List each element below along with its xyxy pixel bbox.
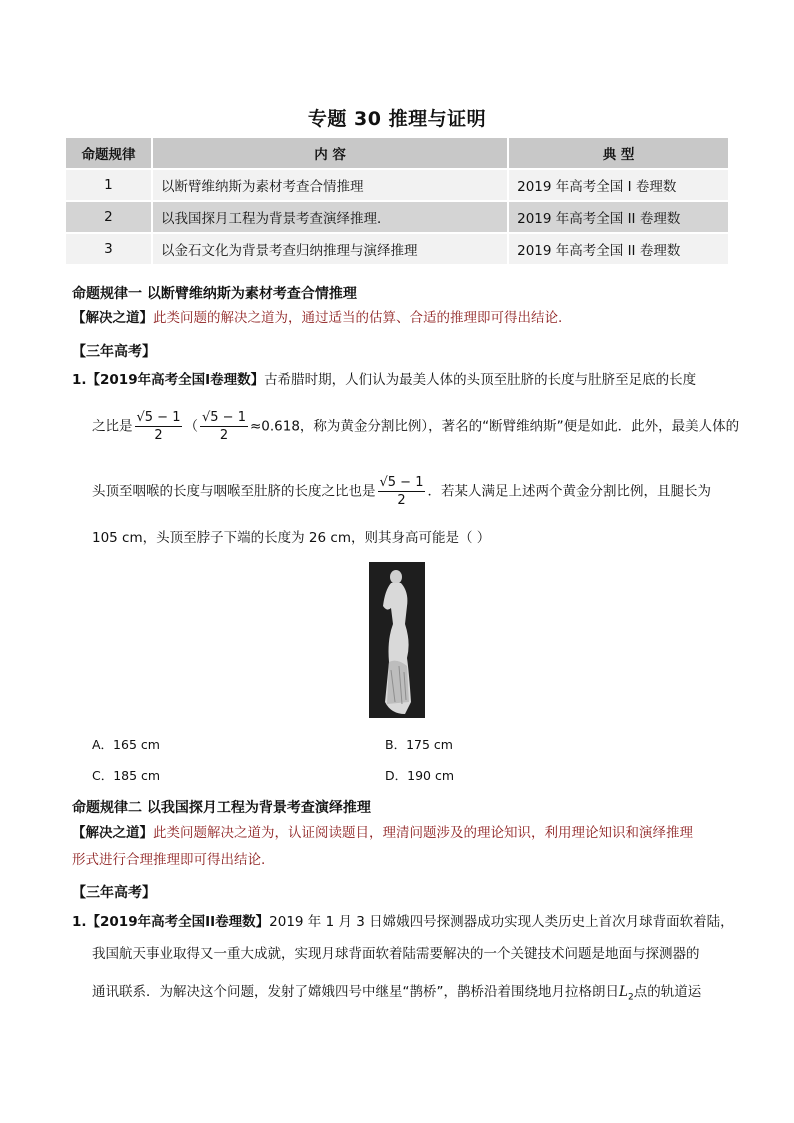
table-row [66, 202, 728, 232]
header-rule: 命题规律 [66, 138, 151, 168]
question-text: 2019 年 1 月 3 日嫦娥四号探测器成功实现人类历史上首次月球背面软着陆， [269, 914, 734, 930]
golden-ratio-fraction [200, 411, 248, 442]
section2-tip-cont [72, 848, 265, 868]
question-text: 古希腊时期，人们认为最美人体的头顶至肚脐的长度与肚脐至足底的长度 [264, 372, 697, 388]
question1-line1 [72, 374, 696, 388]
venus-statue-image [369, 562, 425, 718]
question-text: 头顶至咽喉的长度与咽喉至肚脐的长度之比也是 [92, 483, 376, 500]
lagrange-symbol: L [619, 984, 628, 1000]
fraction-numerator: √5 − 1 [136, 410, 181, 425]
header-example: 典 型 [509, 138, 728, 168]
question-text: ．若某人满足上述两个黄金分割比例，且腿长为 [427, 483, 711, 500]
question1-line2 [92, 411, 739, 442]
golden-ratio-fraction [135, 411, 183, 442]
row-example: 2019 年高考全国 II 卷理数 [509, 234, 728, 264]
row-example: 2019 年高考全国 II 卷理数 [509, 202, 728, 232]
row-example: 2019 年高考全国 I 卷理数 [509, 170, 728, 200]
question1-line4: 105 cm，头顶至脖子下端的长度为 26 cm，则其身高可能是（ ） [92, 530, 491, 546]
row-number: 2 [66, 202, 151, 232]
table-header-row [66, 138, 728, 168]
section1-heading: 命题规律一 以断臂维纳斯为素材考查合情推理 [72, 286, 357, 302]
fraction-numerator: √5 − 1 [379, 475, 424, 490]
option-a: A．165 cm [92, 737, 160, 752]
three-years-heading: 【三年高考】 [72, 344, 156, 360]
section2-heading: 命题规律二 以我国探月工程为背景考查演绎推理 [72, 800, 371, 816]
row-content: 以我国探月工程为背景考查演绎推理． [153, 202, 507, 232]
page-title: 专题 30 推理与证明 [307, 108, 487, 130]
fraction-denominator: 2 [154, 428, 163, 443]
header-content: 内 容 [153, 138, 507, 168]
fraction-denominator: 2 [397, 493, 406, 508]
question-text: 之比是 [92, 418, 133, 435]
fraction-denominator: 2 [219, 428, 229, 443]
tip-text: 形式进行合理推理即可得出结论. [72, 852, 266, 868]
three-years-heading: 【三年高考】 [72, 885, 156, 901]
option-b: B．175 cm [385, 737, 453, 752]
option-c: C．185 cm [92, 768, 161, 783]
row-content: 以断臂维纳斯为素材考查合情推理 [153, 170, 507, 200]
tip-text: 此类问题解决之道为，认证阅读题目，理清问题涉及的理论知识，利用理论知识和演绎推理 [153, 825, 693, 841]
row-number: 1 [66, 170, 151, 200]
question2-line3 [92, 986, 701, 1003]
lagrange-subscript: 2 [627, 992, 634, 1003]
section1-tip [72, 306, 562, 326]
question1-line3 [92, 476, 711, 507]
question-source: 1.【2019年高考全国II卷理数】 [72, 914, 270, 930]
tip-label: 【解决之道】 [72, 310, 153, 326]
statue-icon [369, 562, 425, 718]
row-content: 以金石文化为背景考查归纳推理与演绎推理 [153, 234, 507, 264]
golden-ratio-fraction [378, 476, 426, 507]
question-text: ≈0.618，称为黄金分割比例），著名的“断臂维纳斯”便是如此．此外，最美人体的 [249, 418, 740, 435]
question2-line1 [72, 916, 734, 930]
table-row [66, 234, 728, 264]
tip-text: 此类问题的解决之道为，通过适当的估算、合适的推理即可得出结论. [153, 310, 563, 326]
table-row [66, 170, 728, 200]
question-text: （ [184, 418, 198, 435]
tip-label: 【解决之道】 [72, 825, 153, 841]
section2-tip [72, 821, 693, 841]
question-text: 通讯联系．为解决这个问题，发射了嫦娥四号中继星“鹊桥”，鹊桥沿着围绕地月拉格朗日 [92, 984, 619, 1000]
rules-table [64, 136, 730, 266]
option-d: D．190 cm [385, 768, 455, 783]
fraction-numerator: √5 − 1 [201, 410, 246, 425]
row-number: 3 [66, 234, 151, 264]
question2-line2: 我国航天事业取得又一重大成就，实现月球背面软着陆需要解决的一个关键技术问题是地面与探测器的 [92, 946, 700, 962]
question-text: 点的轨道运 [633, 984, 702, 1000]
question-source: 1.【2019年高考全国I卷理数】 [72, 372, 265, 388]
